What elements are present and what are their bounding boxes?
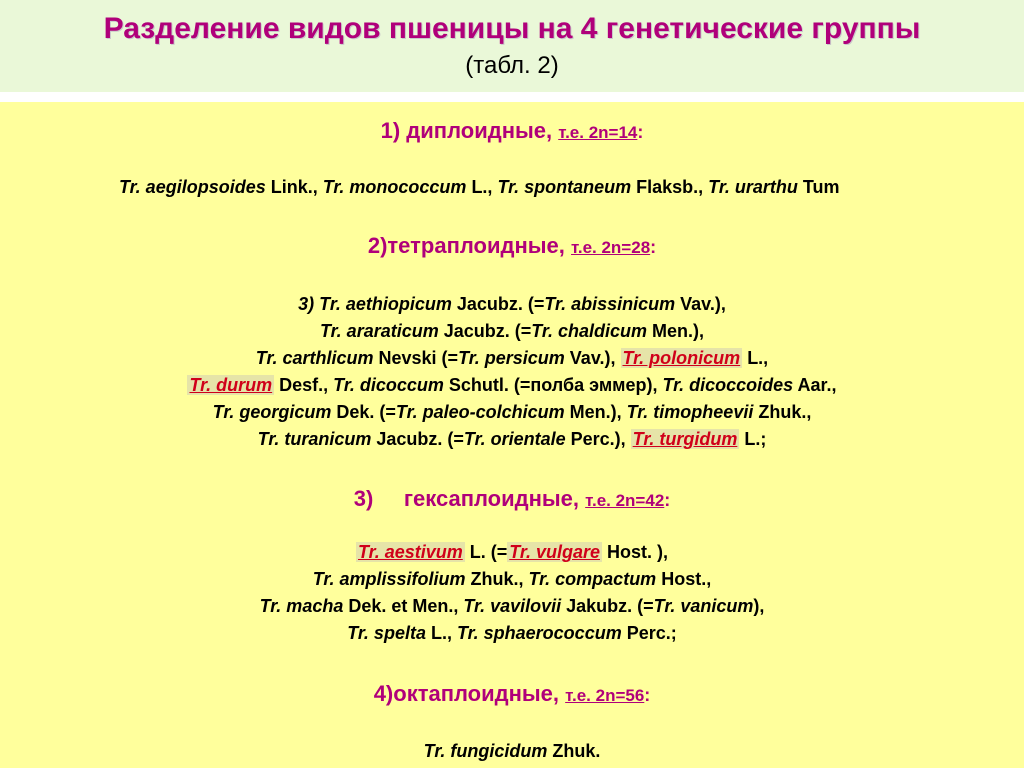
species-author: Schutl. (=полба эммер),	[443, 375, 663, 395]
hexaploid-line-2	[0, 566, 1024, 592]
species-author: Perc.),	[565, 429, 631, 449]
species-author: Vav.),	[564, 348, 621, 368]
species-name: Tr. paleo-colchicum	[395, 402, 565, 422]
species-author: Jakubz. (=	[561, 596, 654, 616]
hexaploid-line-4	[0, 620, 1024, 646]
species-author: Nevski (=	[373, 348, 459, 368]
species-name: 3) Tr. aethiopicum	[298, 294, 452, 314]
page-subtitle: (табл. 2)	[465, 52, 559, 79]
species-author: ),	[753, 596, 765, 616]
species-name: Tr. dicoccoides	[662, 375, 794, 395]
tetraploid-line-1	[0, 291, 1024, 317]
heading-colon: :	[637, 122, 644, 142]
group-heading-octaploid	[0, 681, 1024, 709]
species-author: L. (=	[464, 542, 508, 562]
species-author: Men.),	[646, 321, 704, 341]
species-name: Tr. timopheevii	[626, 402, 754, 422]
hexaploid-line-1	[0, 539, 1024, 565]
species-name: Tr. chaldicum	[531, 321, 647, 341]
species-name: Tr. spelta	[347, 623, 426, 643]
highlighted-species: Tr. durum	[189, 375, 273, 395]
species-author: Dek. et Men.,	[343, 596, 464, 616]
species-name: Tr. urarthu	[708, 177, 798, 197]
chromosome-notation: т.е. 2n=28	[571, 238, 651, 257]
group-heading-tetraploid	[0, 233, 1024, 261]
tetraploid-line-2	[0, 318, 1024, 344]
species-name: Tr. vanicum	[653, 596, 754, 616]
chromosome-notation: т.е. 2n=56	[565, 686, 645, 705]
divider	[0, 92, 1024, 102]
species-name: Tr. spontaneum	[497, 177, 632, 197]
species-name: Tr. orientale	[463, 429, 566, 449]
species-name: Tr. dicoccum	[333, 375, 444, 395]
species-author: Tum	[797, 177, 840, 197]
tetraploid-line-6	[0, 426, 1024, 452]
species-name: Tr. compactum	[528, 569, 657, 589]
octaploid-line-1	[0, 738, 1024, 764]
highlighted-species: Tr. vulgare	[509, 542, 600, 562]
heading-colon: :	[644, 685, 651, 705]
species-name: Tr. fungicidum	[423, 741, 548, 761]
species-name: Tr. persicum	[458, 348, 565, 368]
species-name: Tr. carthlicum	[255, 348, 374, 368]
species-name: Tr. araraticum	[320, 321, 439, 341]
species-author: Men.),	[564, 402, 627, 422]
species-name: Tr. monococcum	[322, 177, 467, 197]
group-heading-text: 4)октаплоидные,	[373, 681, 566, 706]
highlighted-species: Tr. turgidum	[632, 429, 738, 449]
header-band	[0, 0, 1024, 92]
species-author: Jacubz. (=	[451, 294, 545, 314]
species-author: Jacubz. (=	[438, 321, 532, 341]
highlighted-species: Tr. polonicum	[622, 348, 741, 368]
species-author: Zhuk.	[547, 741, 601, 761]
species-author: L.,	[742, 348, 769, 368]
species-author: Dek. (=	[331, 402, 396, 422]
species-name: Tr. vavilovii	[463, 596, 562, 616]
heading-colon: :	[664, 490, 671, 510]
species-name: Tr. aegilopsoides	[119, 177, 266, 197]
species-author: Zhuk.,	[753, 402, 812, 422]
hexaploid-line-3	[0, 593, 1024, 619]
species-name: Tr. sphaerococcum	[456, 623, 622, 643]
group-heading-hexaploid	[0, 486, 1024, 514]
group-heading-text: 3) гексаплоидные,	[353, 486, 586, 511]
species-author: Jacubz. (=	[371, 429, 464, 449]
species-author: Flaksb.,	[631, 177, 709, 197]
group-heading-diploid	[0, 118, 1024, 146]
species-name: Tr. amplissifolium	[312, 569, 466, 589]
species-author: Zhuk.,	[465, 569, 529, 589]
chromosome-notation: т.е. 2n=42	[585, 491, 665, 510]
group-heading-text: 2)тетраплоидные,	[367, 233, 572, 258]
species-name: Tr. georgicum	[212, 402, 332, 422]
species-author: Host.,	[656, 569, 712, 589]
tetraploid-line-4	[0, 372, 1024, 398]
species-author: Aar.,	[793, 375, 837, 395]
page-title: Разделение видов пшеницы на 4 генетические группы	[103, 12, 921, 45]
chromosome-notation: т.е. 2n=14	[558, 123, 638, 142]
content-area	[0, 102, 1024, 768]
species-author: L.,	[425, 623, 457, 643]
diploid-species-line	[119, 174, 1024, 200]
species-author: Desf.,	[274, 375, 334, 395]
group-heading-text: 1) диплоидные,	[380, 118, 559, 143]
species-author: Host. ),	[601, 542, 668, 562]
species-author: Vav.),	[675, 294, 726, 314]
heading-colon: :	[650, 237, 657, 257]
species-author: Link.,	[265, 177, 323, 197]
species-name: Tr. abissinicum	[544, 294, 676, 314]
species-name: Tr. macha	[259, 596, 344, 616]
species-name: Tr. turanicum	[257, 429, 372, 449]
tetraploid-line-5	[0, 399, 1024, 425]
species-author: L.;	[739, 429, 767, 449]
tetraploid-line-3	[0, 345, 1024, 371]
species-author: L.,	[466, 177, 498, 197]
species-author: Perc.;	[621, 623, 677, 643]
highlighted-species: Tr. aestivum	[358, 542, 463, 562]
